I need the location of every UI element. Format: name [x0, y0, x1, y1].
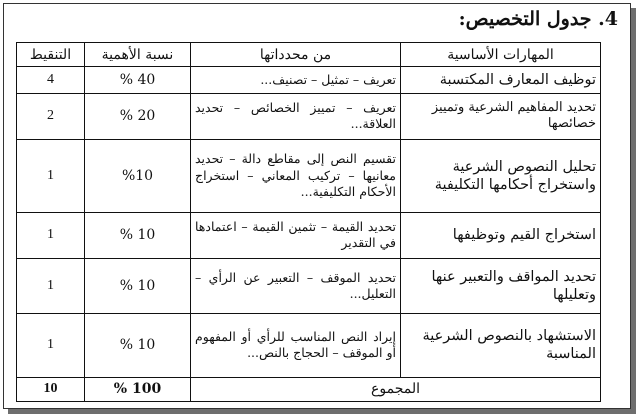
details-cell: تحديد القيمة – تثمين القيمة – اعتمادها في التقدير: [191, 212, 401, 258]
score-cell: 1: [17, 212, 85, 258]
total-score: 10: [17, 377, 85, 401]
importance-cell: 40 %: [85, 67, 191, 93]
section-title: 4. جدول التخصيص:: [458, 8, 618, 30]
table-row: [17, 93, 601, 139]
score-cell: 4: [17, 67, 85, 93]
importance-cell: %10: [85, 139, 191, 212]
header-skills: المهارات الأساسية: [401, 43, 601, 67]
details-cell: إيراد النص المناسب للرأي أو المفهوم أو الموقف – الحجاج بالنص...: [191, 313, 401, 377]
specification-table: [16, 42, 601, 402]
score-cell: 1: [17, 313, 85, 377]
importance-cell: 20 %: [85, 93, 191, 139]
skill-cell: استخراج القيم وتوظيفها: [401, 212, 601, 258]
importance-cell: 10 %: [85, 258, 191, 313]
table-row: [17, 139, 601, 212]
score-cell: 1: [17, 258, 85, 313]
skill-cell: توظيف المعارف المكتسبة: [401, 67, 601, 93]
details-cell: تقسيم النص إلى مقاطع دالة – تحديد معانيها – تركيب المعاني – استخراج الأحكام التكليفية...: [191, 139, 401, 212]
importance-cell: 10 %: [85, 313, 191, 377]
total-importance: 100 %: [85, 377, 191, 401]
table-row: [17, 212, 601, 258]
score-cell: 2: [17, 93, 85, 139]
score-cell: 1: [17, 139, 85, 212]
details-cell: تعريف – تمييز الخصائص – تحديد العلاقة...: [191, 93, 401, 139]
table-header-row: [17, 43, 601, 67]
table-row: [17, 67, 601, 93]
total-row: [17, 377, 601, 401]
table-row: [17, 313, 601, 377]
header-details: من محدداتها: [191, 43, 401, 67]
importance-cell: 10 %: [85, 212, 191, 258]
header-importance: نسبة الأهمية: [85, 43, 191, 67]
skill-cell: تحليل النصوص الشرعية واستخراج أحكامها التكليفية: [401, 139, 601, 212]
skill-cell: تحديد المفاهيم الشرعية وتمييز خصائصها: [401, 93, 601, 139]
table-row: [17, 258, 601, 313]
skill-cell: الاستشهاد بالنصوص الشرعية المناسبة: [401, 313, 601, 377]
details-cell: تحديد الموقف – التعبير عن الرأي – التعليل...: [191, 258, 401, 313]
total-label: المجموع: [191, 377, 601, 401]
header-score: التنقيط: [17, 43, 85, 67]
skill-cell: تحديد المواقف والتعبير عنها وتعليلها: [401, 258, 601, 313]
details-cell: تعريف – تمثيل – تصنيف...: [191, 67, 401, 93]
